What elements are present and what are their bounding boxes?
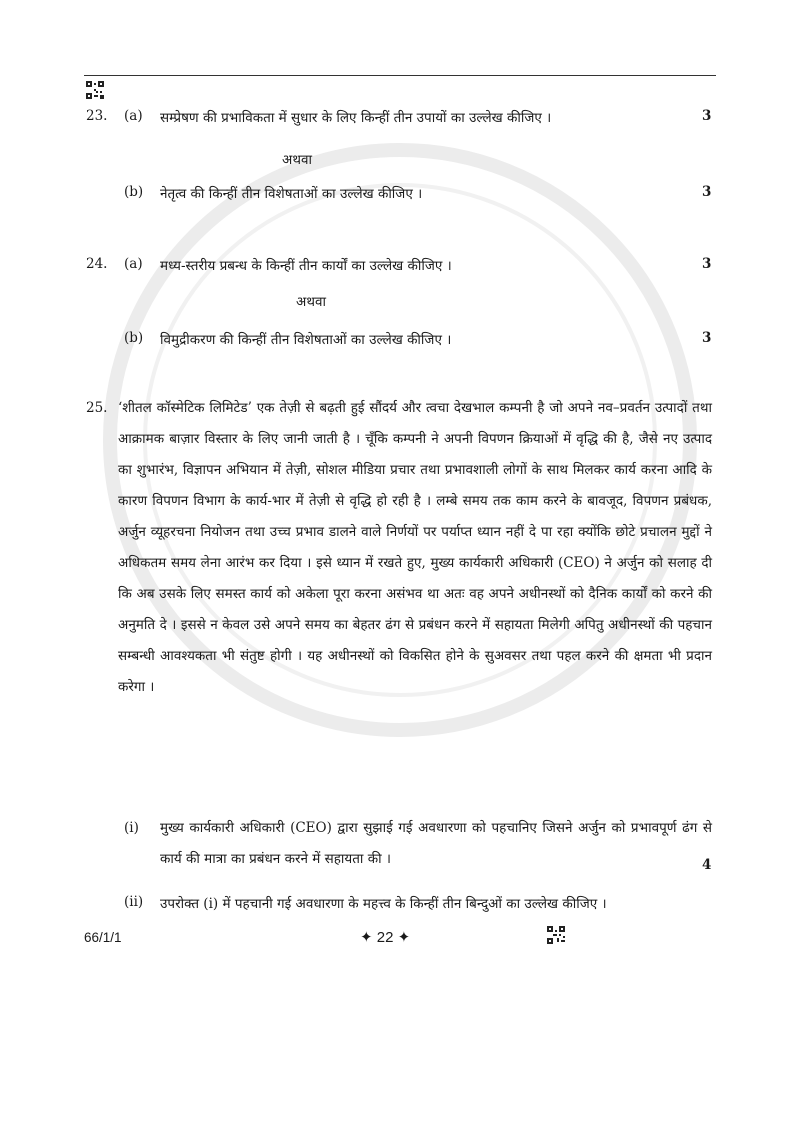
page-number-block — [360, 928, 410, 946]
q24-b-marks: 3 — [702, 330, 712, 346]
q24-b-text: विमुद्रीकरण की किन्हीं तीन विशेषताओं का उल्लेख कीजिए । — [160, 332, 452, 348]
q23-a-marks: 3 — [702, 108, 712, 124]
ornament-right-icon: ✦ — [397, 929, 411, 946]
q23-b-label: (b) — [124, 184, 144, 200]
q24-a-text: मध्य-स्तरीय प्रबन्ध के किन्हीं तीन कार्यों का उल्लेख कीजिए । — [160, 258, 452, 274]
header-rule — [84, 75, 716, 76]
ornament-left-icon: ✦ — [360, 929, 373, 946]
q23-a-label: (a) — [124, 108, 143, 124]
q25-number: 25. — [86, 400, 108, 416]
q25-ii-text: उपरोक्त (i) में पहचानी गई अवधारणा के महत्त्व के किन्हीं तीन बिन्दुओं का उल्लेख कीजिए । — [160, 896, 607, 912]
qr-code-icon — [547, 926, 565, 944]
paper-code: 66/1/1 — [84, 930, 122, 945]
q25-ii-label: (ii) — [124, 894, 144, 910]
q25-passage: ‘शीतल कॉस्मेटिक लिमिटेड’ एक तेज़ी से बढ़ती हुई सौंदर्य और त्वचा देखभाल कम्पनी है जो अपने नव–प्रवर्तन उत्पादों तथा आक्रामक बाज़ार विस्तार के लिए जानी जाती है । चूँकि कम्पनी ने अपनी विपणन क्रियाओं में वृद्धि की है, जैसे नए उत्पाद का शुभारंभ, विज्ञापन अभियान में तेज़ी, सोशल मीडिया प्रचार तथा प्रभावशाली लोगों के साथ मिलकर कार्य करना आदि के कारण विपणन विभाग के कार्य-भार में तेज़ी से वृद्धि हो रही है । लम्बे समय तक काम करने के बावजूद, विपणन प्रबंधक, अर्जुन व्यूहरचना नियोजन तथा उच्च प्रभाव डालने वाले निर्णयों पर पर्याप्त ध्यान नहीं दे पा रहा क्योंकि छोटे प्रचालन मुद्दों ने अधिकतम समय लेना आरंभ कर दिया । इसे ध्यान में रखते हुए, मुख्य कार्यकारी अधिकारी (CEO) ने अर्जुन को सलाह दी कि अब उसके लिए समस्त कार्य को अकेला पूरा करना असंभव था अतः वह अपने अधीनस्थों को दैनिक कार्यों को करने की अनुमति दे । इससे न केवल उसे अपने समय का बेहतर ढंग से प्रबंधन करने में सहायता मिलेगी अपितु अधीनस्थों की पहचान सम्बन्धी आवश्यकता भी संतुष्ट होगी । यह अधीनस्थों को विकसित होने के सुअवसर तथा पहल करने की क्षमता भी प्रदान करेगा । — [118, 400, 712, 695]
qr-code-icon — [86, 81, 104, 99]
page-number: 22 — [376, 929, 394, 946]
q24-number: 24. — [86, 256, 108, 272]
q23-b-text: नेतृत्व की किन्हीं तीन विशेषताओं का उल्लेख कीजिए । — [160, 186, 423, 202]
q24-a-marks: 3 — [702, 256, 712, 272]
q24-or: अथवा — [296, 294, 326, 310]
q25-i-text: मुख्य कार्यकारी अधिकारी (CEO) द्वारा सुझाई गई अवधारणा को पहचानिए जिसने अर्जुन को प्रभावपूर्ण ढंग से कार्य की मात्रा का प्रबंधन करने में सहायता की । — [160, 820, 712, 867]
q24-a-label: (a) — [124, 256, 143, 272]
q23-number: 23. — [86, 108, 108, 124]
q23-b-marks: 3 — [702, 184, 712, 200]
q25-i-marks: 4 — [702, 857, 712, 873]
q23-or: अथवा — [282, 152, 312, 168]
q25-i-label: (i) — [124, 820, 139, 836]
q24-b-label: (b) — [124, 330, 144, 346]
q23-a-text: सम्प्रेषण की प्रभाविकता में सुधार के लिए किन्हीं तीन उपायों का उल्लेख कीजिए । — [160, 110, 552, 126]
